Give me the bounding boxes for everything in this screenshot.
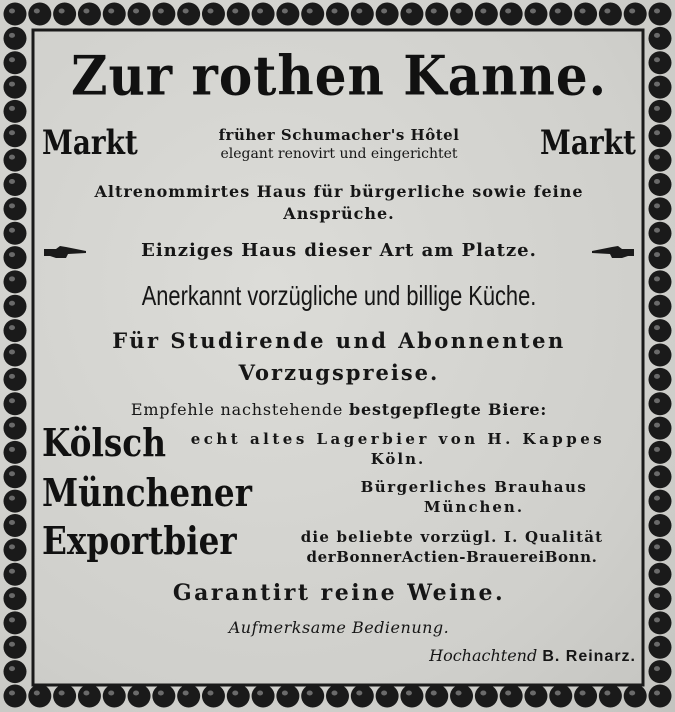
border-bead [202,3,225,26]
subtitle-former-hotel: früher Schumacher's Hôtel [218,126,460,144]
border-bead [4,173,27,196]
border-bead-highlight [654,447,660,452]
border-bead-highlight [654,423,660,428]
border-bead-highlight [654,520,660,525]
border-bead [649,27,672,50]
border-bead [301,3,324,26]
border-bead [4,27,27,50]
border-bead [649,149,672,172]
border-bead-highlight [654,350,660,355]
border-bead [177,3,200,26]
border-bead-highlight [9,520,15,525]
beer-desc-muenchener-1: Bürgerliches Brauhaus [360,478,588,496]
border-bead-highlight [654,57,660,62]
border-bead-highlight [530,691,536,696]
border-bead [549,3,572,26]
wines-line: Garantirt reine Weine. [172,580,506,606]
border-bead-highlight [108,691,114,696]
border-bead [425,685,448,708]
border-bead [649,3,672,26]
border-bead [4,344,27,367]
border-bead [524,685,547,708]
border-bead [649,368,672,391]
border-bead [53,3,76,26]
border-bead-highlight [9,276,15,281]
border-bead [425,3,448,26]
border-bead [649,490,672,513]
border-bead-highlight [108,9,114,14]
border-bead-highlight [654,130,660,135]
border-bead [649,51,672,74]
border-bead [128,685,151,708]
border-bead [649,538,672,561]
border-bead [4,685,27,708]
border-bead [53,685,76,708]
border-bead [4,3,27,26]
border-bead-highlight [654,325,660,330]
border-bead [326,3,349,26]
border-bead [475,3,498,26]
border-bead-highlight [307,9,313,14]
border-bead [4,149,27,172]
border-bead-highlight [9,325,15,330]
border-bead-highlight [9,569,15,574]
border-bead [500,3,523,26]
border-bead [78,3,101,26]
border-bead [649,100,672,123]
unique-house-line: Einziges Haus dieser Art am Platze. [141,240,537,261]
service-line: Aufmerksame Bedienung. [228,618,450,637]
border-bead-highlight [9,179,15,184]
border-bead-highlight [133,691,139,696]
border-bead [400,3,423,26]
border-bead-highlight [34,9,40,14]
border-bead-highlight [654,252,660,257]
border-bead-highlight [332,691,338,696]
border-bead-highlight [654,471,660,476]
border-bead [649,270,672,293]
border-bead [624,3,647,26]
border-bead-highlight [9,106,15,111]
border-bead [649,685,672,708]
signoff [429,646,636,666]
markt-left-label: Markt [42,123,138,163]
border-bead [4,392,27,415]
border-bead-highlight [207,691,213,696]
border-bead-highlight [282,9,288,14]
students-line2: Vorzugspreise. [238,360,440,385]
border-bead-highlight [629,9,635,14]
border-bead-highlight [356,9,362,14]
border-bead-highlight [257,691,263,696]
advert-title: Zur rothen Kanne. [70,43,608,108]
border-bead-highlight [654,691,660,696]
border-bead-highlight [59,691,65,696]
border-bead-highlight [9,203,15,208]
signoff-prefix: Hochachtend [429,646,538,665]
border-bead-highlight [9,57,15,62]
recommend-prefix: Empfehle nachstehende [130,400,344,419]
border-bead [4,538,27,561]
border-bead-highlight [654,617,660,622]
border-bead [4,563,27,586]
border-bead [649,392,672,415]
border-bead [4,660,27,683]
border-bead [649,246,672,269]
kitchen-line: Anerkannt vorzügliche und billige Küche. [141,280,537,311]
border-bead [4,441,27,464]
border-bead-highlight [654,642,660,647]
border-bead [177,685,200,708]
border-bead-highlight [654,569,660,574]
border-bead-highlight [9,350,15,355]
border-bead [4,124,27,147]
border-bead-highlight [654,496,660,501]
recommend-bold: bestgepflegte Biere: [349,400,548,419]
border-bead-highlight [654,33,660,38]
border-bead [4,197,27,220]
border-bead [574,685,597,708]
border-bead-highlight [580,691,586,696]
border-bead-highlight [9,374,15,379]
border-bead-highlight [232,9,238,14]
house-description-line2: Ansprüche. [283,204,395,223]
border-bead-highlight [406,9,412,14]
border-bead-highlight [530,9,536,14]
border-bead-highlight [9,130,15,135]
border-bead [649,222,672,245]
border-bead-highlight [183,9,189,14]
border-bead [227,3,250,26]
border-bead [649,197,672,220]
border-bead-highlight [629,691,635,696]
border-bead-highlight [654,82,660,87]
border-bead-highlight [654,106,660,111]
border-bead-highlight [555,9,561,14]
border-bead [4,587,27,610]
house-description-line1: Altrenommirtes Haus für bürgerliche sowie feine [94,182,584,201]
border-bead [351,3,374,26]
beer-desc-exportbier-2: derBonnerActien-BrauereiBonn. [306,548,598,566]
border-bead-highlight [9,398,15,403]
border-bead [4,417,27,440]
border-bead-highlight [158,691,164,696]
border-bead-highlight [654,374,660,379]
border-bead [649,611,672,634]
border-bead [649,465,672,488]
border-bead-highlight [9,544,15,549]
border-bead-highlight [9,301,15,306]
border-bead [301,685,324,708]
border-bead [649,417,672,440]
border-bead [28,685,51,708]
border-bead-highlight [654,544,660,549]
border-bead [524,3,547,26]
border-bead [4,465,27,488]
border-bead-highlight [9,471,15,476]
border-bead [574,3,597,26]
border-bead [400,685,423,708]
border-bead [376,3,399,26]
border-bead-highlight [9,642,15,647]
beer-desc-exportbier-1: die beliebte vorzügl. I. Qualität [300,528,604,546]
border-bead [351,685,374,708]
border-bead [649,124,672,147]
border-bead-highlight [654,179,660,184]
border-bead-highlight [183,691,189,696]
border-bead [152,3,175,26]
border-bead [450,3,473,26]
border-bead [276,685,299,708]
border-bead [475,685,498,708]
border-bead [599,685,622,708]
border-bead [599,3,622,26]
border-bead-highlight [381,691,387,696]
border-bead [227,685,250,708]
markt-right-label: Markt [540,123,636,163]
border-bead [500,685,523,708]
border-bead-highlight [9,666,15,671]
border-bead-highlight [9,593,15,598]
border-bead [649,295,672,318]
border-bead [649,514,672,537]
border-bead [450,685,473,708]
border-bead [326,685,349,708]
border-bead-highlight [9,691,15,696]
border-bead [252,685,275,708]
signoff-name: B. Reinarz. [542,648,636,665]
border-bead [4,270,27,293]
border-bead-highlight [431,9,437,14]
border-bead-highlight [654,228,660,233]
border-bead-highlight [604,9,610,14]
border-bead-highlight [580,9,586,14]
border-bead-highlight [83,9,89,14]
border-bead [202,685,225,708]
border-bead [649,441,672,464]
border-bead-highlight [207,9,213,14]
border-bead-highlight [9,252,15,257]
border-bead-highlight [34,691,40,696]
border-bead-highlight [456,9,462,14]
border-bead [649,636,672,659]
border-bead [103,685,126,708]
border-bead-highlight [654,666,660,671]
beer-recommendation [42,400,636,419]
beer-name-exportbier: Exportbier [42,518,237,563]
border-bead-highlight [9,423,15,428]
border-bead [4,319,27,342]
border-bead [4,611,27,634]
border-bead [649,76,672,99]
beer-name-koelsch: Kölsch [42,420,166,465]
border-bead-highlight [654,593,660,598]
border-bead-highlight [59,9,65,14]
border-bead-highlight [9,617,15,622]
border-bead-highlight [505,9,511,14]
border-bead-highlight [604,691,610,696]
border-bead-highlight [654,301,660,306]
advert-body [42,38,636,676]
border-bead-highlight [505,691,511,696]
beer-desc-koelsch-2: Köln. [370,450,426,468]
border-bead-highlight [307,691,313,696]
border-bead [649,319,672,342]
border-bead [649,173,672,196]
border-bead-highlight [480,691,486,696]
border-bead [252,3,275,26]
border-bead [624,685,647,708]
border-bead-highlight [282,691,288,696]
border-bead [376,685,399,708]
border-bead-highlight [332,9,338,14]
border-bead [4,76,27,99]
border-bead-highlight [9,82,15,87]
border-bead-highlight [9,155,15,160]
border-bead-highlight [406,691,412,696]
border-bead-highlight [381,9,387,14]
border-bead-highlight [9,33,15,38]
border-bead-highlight [257,9,263,14]
border-bead [4,514,27,537]
border-bead [4,51,27,74]
border-bead [649,660,672,683]
beer-name-muenchener: Münchener [42,470,252,515]
border-bead [78,685,101,708]
border-bead-highlight [456,691,462,696]
border-bead [103,3,126,26]
pointing-hand-left-icon [590,243,636,261]
border-bead-highlight [480,9,486,14]
border-bead [276,3,299,26]
border-bead-highlight [9,9,15,14]
border-bead [128,3,151,26]
border-bead [649,587,672,610]
border-bead-highlight [9,228,15,233]
border-bead [4,295,27,318]
border-bead-highlight [133,9,139,14]
border-bead-highlight [232,691,238,696]
border-bead-highlight [654,276,660,281]
border-bead-highlight [9,496,15,501]
border-bead [549,685,572,708]
border-bead-highlight [654,155,660,160]
beer-desc-muenchener-2: München. [423,498,525,516]
border-bead-highlight [83,691,89,696]
border-bead [649,563,672,586]
border-bead [4,222,27,245]
border-bead [28,3,51,26]
border-bead [4,368,27,391]
border-bead-highlight [654,9,660,14]
border-bead-highlight [654,203,660,208]
border-bead-highlight [431,691,437,696]
subtitle-renovated: elegant renovirt und eingerichtet [220,146,458,162]
beer-desc-koelsch-1: echt altes Lagerbier von H. Kappes [190,430,606,448]
students-line1: Für Studirende und Abonnenten [112,328,566,353]
border-bead-highlight [9,447,15,452]
border-bead [152,685,175,708]
border-bead-highlight [356,691,362,696]
border-bead [4,490,27,513]
border-bead-highlight [654,398,660,403]
border-bead [4,636,27,659]
border-bead [4,246,27,269]
border-bead [4,100,27,123]
border-bead [649,344,672,367]
border-bead-highlight [555,691,561,696]
border-bead-highlight [158,9,164,14]
